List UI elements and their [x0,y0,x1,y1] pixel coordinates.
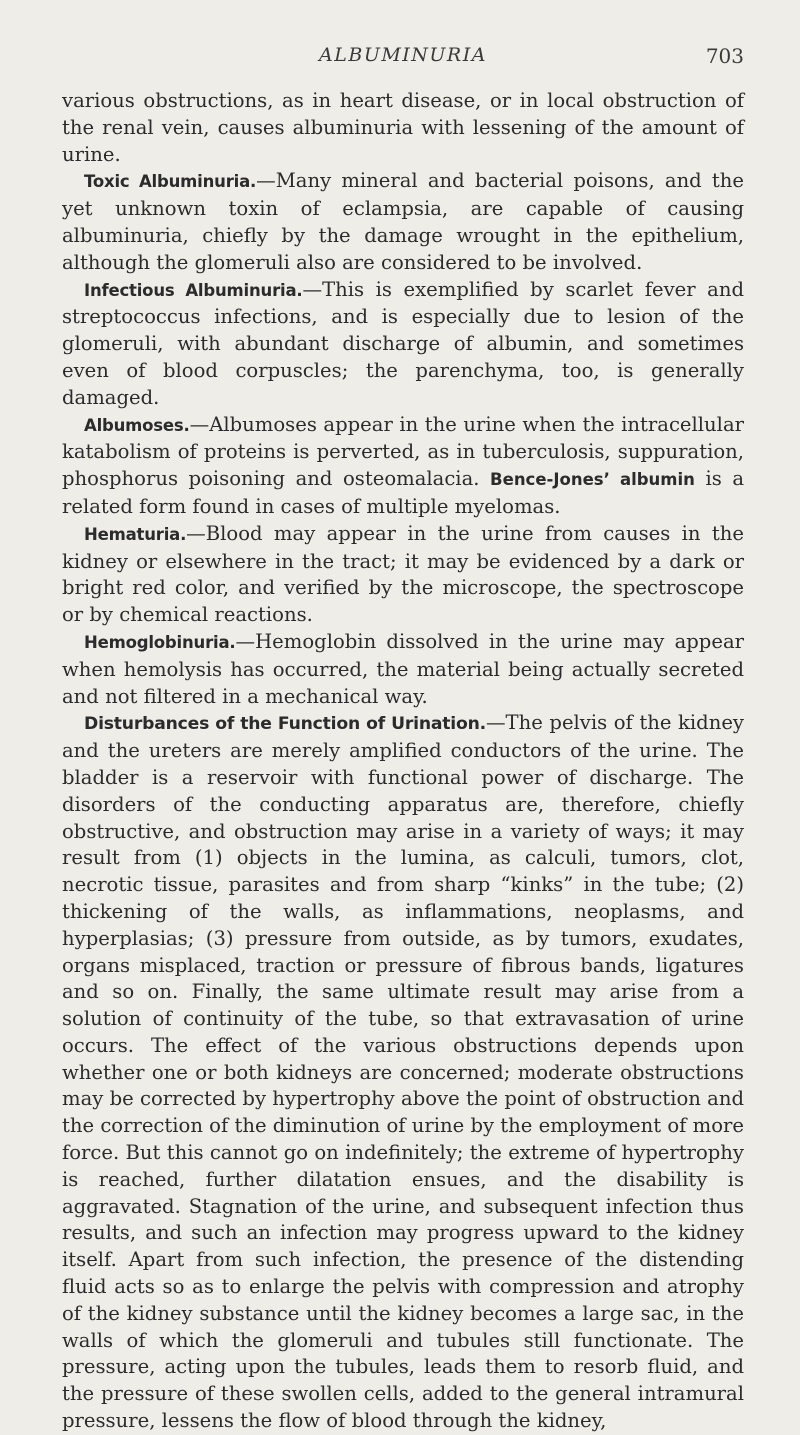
run-in-heading: Infectious Albuminuria. [84,280,303,300]
paragraph-text: is a related form found in cases of multiple myelomas. [62,467,745,518]
body-text [62,88,744,1435]
page-number: 703 [705,44,744,68]
run-in-heading: Hematuria. [84,524,187,544]
paragraph-hematuria [62,521,744,629]
run-in-heading: Disturbances of the Function of Urination. [84,714,486,735]
paragraph-infectious-albuminuria [62,277,744,412]
paragraph-text: —Albumoses appear in the urine when the intracellular katabolism of proteins is perverted, as in tuberculosis, suppuration, phosphorus poisoning and osteomalacia. [62,412,744,491]
running-head [62,34,744,70]
paragraph-disturbances-of-urination [62,710,744,1435]
paragraph-text: —Hemoglobin dissolved in the urine may appear when hemolysis has occurred, the material being actually secreted and not filtered in a mechanical way. [62,629,744,708]
run-in-heading: Albumoses. [84,415,190,435]
paragraph-hemoglobinuria [62,629,744,710]
run-in-heading: Hemoglobinuria. [84,632,236,652]
paragraph-albumoses [62,412,744,521]
paragraph-text: various obstructions, as in heart disease, or in local obstruction of the renal vein, causes albuminuria with lessening of the amount of urine. [62,89,744,166]
paragraph-toxic-albuminuria [62,168,744,276]
run-in-heading: Toxic Albuminuria. [84,172,257,192]
running-title: ALBUMINURIA [319,44,487,66]
inline-bold-term: Bence-Jones’ albumin [490,470,695,490]
paragraph-continuation [62,88,744,168]
paragraph-text: —The pelvis of the kidney and the ureters are merely amplified conductors of the urine. The bladder is a reservoir with functional power of discharge. The disorders of the conducting apparatus are, therefore, chiefly obstructive, and obstruction may arise in a variety of ways; it may result from (1) objects in the lumina, as calculi, tumors, clot, necrotic tissue, parasites and from sharp “kinks” in the tube; (2) thickening of the walls, as inflammations, neoplasms, and hyperplasias; (3) pressure from outside, as by tumors, exudates, organs misplaced, traction or pressure of fibrous bands, ligatures and so on. Finally, the same ultimate result may arise from a solution of continuity of the tube, so that extravasation of urine occurs. The effect of the various obstructions depends upon whether one or both kidneys are concerned; moderate obstructions may be corrected by hypertrophy above the point of obstruction and the correction of the diminution of urine by the employment of more force. But this cannot go on indefinitely; the extreme of hypertrophy is reached, further dilatation ensues, and the disability is aggravated. Stagnation of the urine, and subsequent infection thus results, and such an infection may progress upward to the kidney itself. Apart from such infection, the presence of the distending fluid acts so as to enlarge the pelvis with compression and atrophy of the kidney substance until the kidney becomes a large sac, in the walls of which the glomeruli and tubules still functionate. The pressure, acting upon the tubules, leads them to resorb fluid, and the pressure of these swollen cells, added to the general intramural pressure, lessens the flow of blood through the kidney, [62,711,744,1433]
paragraph-text: —This is exemplified by scarlet fever and streptococcus infections, and is especially due to lesion of the glomeruli, with abundant discharge of albumin, and sometimes even of blood corpuscles; the parenchyma, too, is generally damaged. [62,277,744,409]
paragraph-text: —Many mineral and bacterial poisons, and the yet unknown toxin of eclampsia, are capable of causing albuminuria, chiefly by the damage wrought in the epithelium, although the glomeruli also are considered to be involved. [62,169,744,274]
paragraph-text: —Blood may appear in the urine from causes in the kidney or elsewhere in the tract; it may be evidenced by a dark or bright red color, and verified by the microscope, the spectroscope or by chemical reactions. [62,521,744,627]
